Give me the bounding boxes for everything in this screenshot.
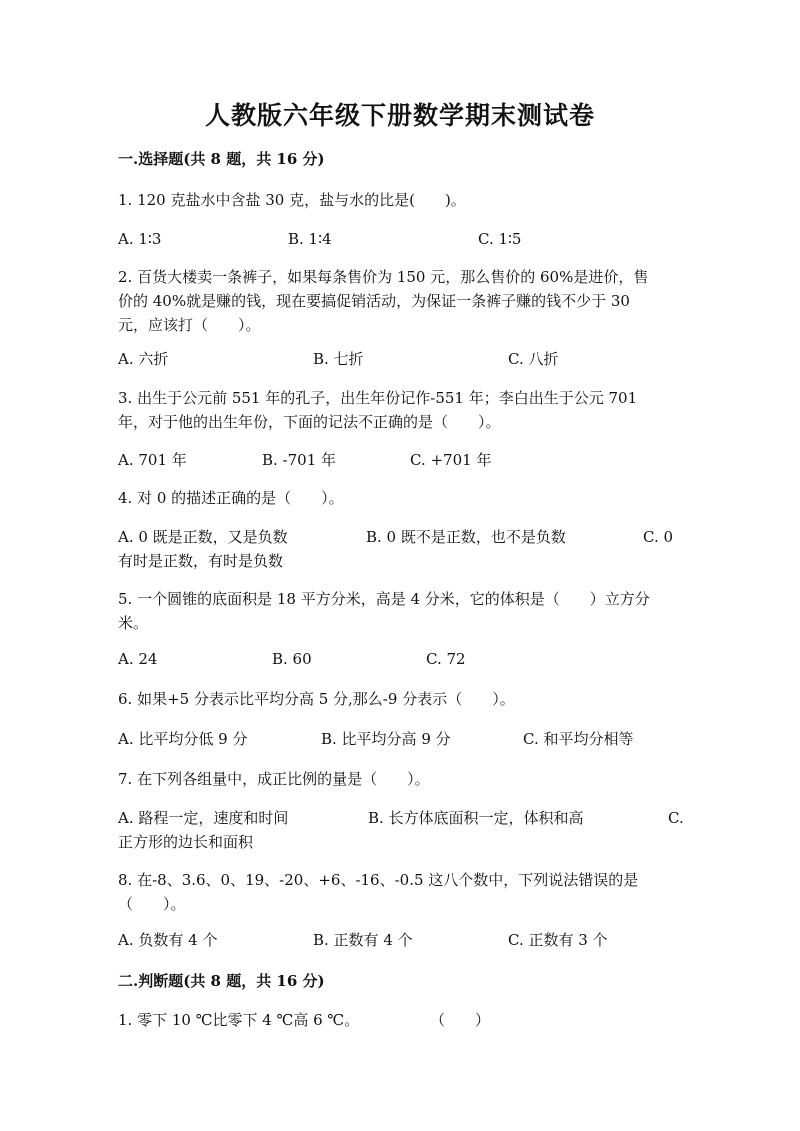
question-7-option-c-continued: 正方形的边长和面积 [118, 833, 254, 851]
page-title: 人教版六年级下册数学期末测试卷 [204, 101, 595, 130]
question-3-option-b: B. -701 年 [262, 451, 337, 469]
question-6-option-a: A. 比平均分低 9 分 [118, 730, 248, 748]
question-1-option-b: B. 1∶4 [288, 230, 332, 248]
question-2-option-c: C. 八折 [508, 350, 559, 368]
question-5-line-1: 5. 一个圆锥的底面积是 18 平方分米，高是 4 分米，它的体积是（ ）立方分 [118, 590, 650, 608]
question-8-option-a: A. 负数有 4 个 [118, 931, 218, 949]
question-5-option-a: A. 24 [118, 650, 158, 668]
question-5-option-c: C. 72 [426, 650, 466, 668]
question-2-line-3: 元，应该打（ ）。 [118, 316, 261, 334]
question-7-option-b: B. 长方体底面积一定，体积和高 [368, 809, 584, 827]
question-8-line-2: （ ）。 [118, 895, 186, 913]
question-8-line-1: 8. 在-8、3.6、0、19、-20、+6、-16、-0.5 这八个数中，下列说法错误的是 [118, 871, 639, 889]
question-3-line-1: 3. 出生于公元前 551 年的孔子，出生年份记作-551 年；李白出生于公元 701 [118, 389, 638, 407]
question-4-option-c: C. 0 [643, 528, 674, 546]
question-5-line-2: 米。 [118, 614, 149, 632]
question-7-option-a: A. 路程一定，速度和时间 [118, 809, 289, 827]
question-6-option-c: C. 和平均分相等 [523, 730, 634, 748]
question-5-option-b: B. 60 [272, 650, 312, 668]
question-4-option-a: A. 0 既是正数，又是负数 [118, 528, 288, 546]
question-1-option-a: A. 1∶3 [118, 230, 162, 248]
question-6-stem: 6. 如果+5 分表示比平均分高 5 分,那么-9 分表示（ ）。 [118, 690, 515, 708]
section-heading-choice: 一.选择题(共 8 题，共 16 分) [118, 150, 325, 168]
question-2-line-2: 价的 40%就是赚的钱，现在要搞促销活动，为保证一条裤子赚的钱不少于 30 [118, 292, 630, 310]
question-8-option-b: B. 正数有 4 个 [313, 931, 413, 949]
question-2-line-1: 2. 百货大楼卖一条裤子，如果每条售价为 150 元，那么售价的 60%是进价，售 [118, 268, 649, 286]
question-6-option-b: B. 比平均分高 9 分 [321, 730, 451, 748]
question-7-stem: 7. 在下列各组量中，成正比例的量是（ ）。 [118, 770, 430, 788]
question-7-option-c: C. [668, 809, 684, 827]
question-4-option-b: B. 0 既不是正数，也不是负数 [366, 528, 566, 546]
question-1-stem: 1. 120 克盐水中含盐 30 克，盐与水的比是( )。 [118, 191, 466, 209]
question-4-option-c-continued: 有时是正数，有时是负数 [118, 552, 284, 570]
question-8-option-c: C. 正数有 3 个 [508, 931, 608, 949]
question-2-option-b: B. 七折 [313, 350, 364, 368]
question-3-line-2: 年，对于他的出生年份，下面的记法不正确的是（ ）。 [118, 413, 501, 431]
question-3-option-a: A. 701 年 [118, 451, 187, 469]
question-4-stem: 4. 对 0 的描述正确的是（ ）。 [118, 489, 344, 507]
question-1-option-c: C. 1∶5 [478, 230, 522, 248]
question-2-option-a: A. 六折 [118, 350, 169, 368]
question-3-option-c: C. +701 年 [410, 451, 492, 469]
section-heading-judgement: 二.判断题(共 8 题，共 16 分) [118, 972, 325, 990]
judgement-1-stem: 1. 零下 10 ℃比零下 4 ℃高 6 ℃。 [118, 1011, 360, 1029]
judgement-1-answer-blank: （ ） [430, 1011, 491, 1029]
